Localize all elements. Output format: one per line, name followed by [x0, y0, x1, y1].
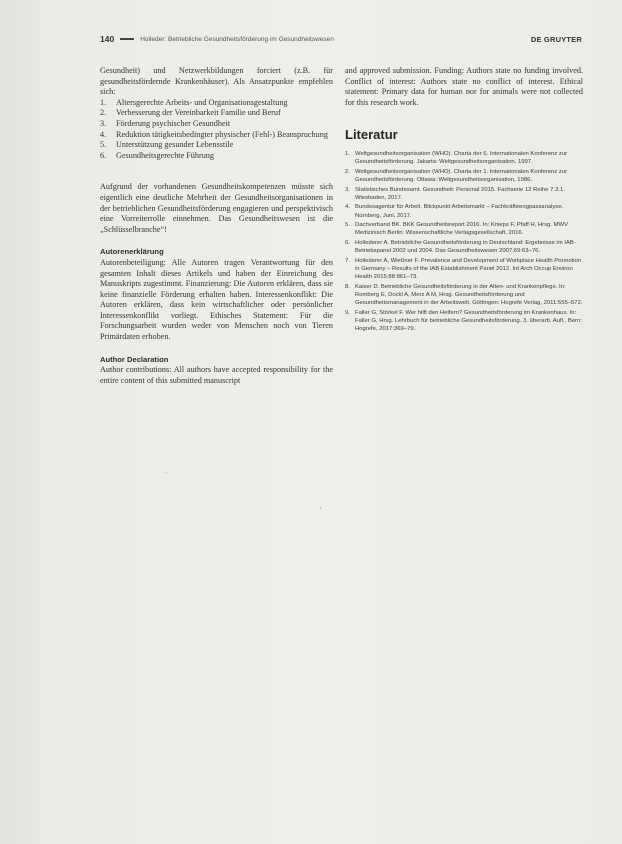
continuation-paragraph: and approved submission. Funding: Authors state no funding involved. Conflict of interest: Authors state no conflict of interest. Ethical statement: Primary data for human nor for animals were not collected for this research work.: [345, 66, 583, 107]
reference-item: [345, 186, 583, 202]
list-text: Förderung psychischer Gesundheit: [116, 118, 231, 128]
list-number: 3.: [100, 118, 107, 128]
list-number: 2.: [100, 108, 107, 118]
reference-text: Statistisches Bundesamt. Gesundheit: Personal 2015. Fachserie 12 Reihe 7.3.1. Wiesbaden, 2017.: [355, 186, 565, 201]
reference-item: [345, 283, 583, 308]
publisher-logo: DE GRUYTER: [530, 34, 582, 44]
reference-item: [345, 221, 583, 237]
body-paragraph: Aufgrund der vorhandenen Gesundheitskompetenzen müsste sich eigentlich eine deutliche Mehrheit der Gesundheitsorganisationen in der betrieblichen Gesundheitsförderung engagieren und perspektivisch eine Vorreiterrolle einnehmen. Das Gesundheitswesen ist die „Schlüsselbranche“!: [100, 182, 333, 234]
reference-number: 6.: [345, 239, 350, 246]
intro-paragraph: Gesundheit) und Netzwerkbildungen forciert (z.B. für gesundheitsfördernde Krankenhäuser). Als Ansatzpunkte empfehlen sich:: [100, 66, 333, 97]
list-text: Reduktion tätigkeitsbedingter physischer (Fehl-) Beanspruchung: [116, 129, 328, 139]
author-declaration-text: Author contributions: All authors have accepted responsibility for the entire content of this submitted manuscript: [100, 365, 333, 385]
list-item: [100, 108, 333, 119]
running-title: Holleder: Betriebliche Gesundheitsförderung im Gesundheitswesen: [140, 35, 334, 43]
stray-mark: ': [320, 506, 322, 515]
list-text: Altersgerechte Arbeits- und Organisationsgestaltung: [116, 97, 288, 107]
reference-item: [345, 203, 583, 219]
literatur-heading: Literatur: [345, 127, 398, 143]
list-number: 1.: [100, 97, 107, 107]
reference-number: 8.: [345, 283, 350, 290]
page-header: [100, 33, 582, 45]
list-text: Gesundheitsgerechte Führung: [116, 150, 214, 160]
list-number: 4.: [100, 129, 107, 139]
reference-item: [345, 257, 583, 282]
list-item: [100, 119, 333, 130]
list-item: [100, 151, 333, 162]
reference-number: 4.: [345, 204, 350, 211]
header-divider: [120, 38, 134, 40]
autoren-text: Autorenbeteiligung: Alle Autoren tragen Verantwortung für den gesamten Inhalt dieses Artikels und haben der Einreichung des Manuskripts zugestimmt. Finanzierung: Die Autoren erklären, dass sie keine finanzielle Förderung erhalten haben. Interessenkonflikt: Die Autoren erklären, dass kein wirtschaftlicher oder persönlicher Interessenkonflikt vorliegt. Ethisches Statement: Für die Forschungsarbeit wurden weder von Menschen noch von Tieren Primärdaten erhoben.: [100, 257, 333, 342]
author-declaration-heading: Author Declaration: [100, 354, 169, 364]
list-text: Verbesserung der Vereinbarkeit Familie und Beruf: [116, 108, 281, 118]
reference-number: 1.: [345, 150, 350, 157]
reference-text: Faller G, Störkel F. Wer hilft den Helfern? Gesundheitsförderung im Krankenhaus. In: Faller G, Hrsg. Lehrbuch für betriebliche Gesundheitsförderung. 3. überarb. Aufl., Bern: Hogrefe, 2017:369–79.: [355, 309, 582, 333]
reference-number: 5.: [345, 222, 350, 229]
left-column: [100, 66, 333, 386]
reference-item: [345, 168, 583, 184]
spacer: [100, 235, 333, 247]
reference-item: [345, 239, 583, 255]
reference-text: Kaiser D. Betriebliche Gesundheitsförderung in der Alten- und Krankenpflege. In: Romberg E, Dockl A, Merz A M, Hrsg. Gesundheitsförderung und Gesundheitsmanagement in der Arbeitswelt. Göttingen: Hogrefe Verlag, 2011:555–572.: [355, 283, 583, 307]
reference-text: Hollederer A. Betriebliche Gesundheitsförderung in Deutschland: Ergebnisse im IAB-Betriebspanel 2002 und 2004. Das Gesundheitswesen 2007;69:63–76.: [355, 239, 576, 255]
list-text: Unterstützung gesunder Lebensstile: [116, 140, 234, 150]
reference-text: Dachverband BK. BKK Gesundheitsreport 2016. In: Knieps F, Pfaff H, Hrsg. MWV Medizinisch Berlin: Wissenschaftliche Verlagsgesellschaft, 2016.: [355, 222, 569, 237]
page-number: 140: [100, 34, 115, 44]
reference-number: 2.: [345, 168, 350, 175]
stray-mark: `: [165, 471, 168, 480]
spacer: [100, 161, 333, 182]
reference-text: Weltgesundheitsorganisation (WHO). Charta der 6. Internationalen Konferenz zur Gesundheitsförderung. Jakarta: Weltgesundheitsorganisation, 1997.: [355, 150, 568, 166]
reference-item: [345, 150, 583, 166]
reference-list: [345, 150, 583, 333]
list-item: [100, 98, 333, 109]
list-number: 5.: [100, 140, 107, 150]
autoren-heading: Autorenerklärung: [100, 247, 164, 257]
recommendation-list: [100, 98, 333, 162]
reference-number: 9.: [345, 309, 350, 316]
reference-text: Bundesagentur für Arbeit. Blickpunkt Arbeitsmarkt – Fachkräfteengpassanalyse. Nürnberg, Juni, 2017.: [355, 204, 564, 219]
reference-number: 3.: [345, 186, 350, 193]
reference-item: [345, 309, 583, 334]
reference-text: Hollederer A, Wießner F. Prevalence and Development of Workplace Health Promotion in Germany – Results of the IAB Establishment Panel 2012. Int Arch Occup Environ Health 2015;88:861–73.: [355, 257, 582, 281]
reference-text: Weltgesundheitsorganisation (WHO). Charta der 1. Internationalen Konferenz zur Gesundheitsförderung. Ottawa: Weltgesundheitsorganisation, 1986.: [355, 168, 568, 183]
reference-number: 7.: [345, 257, 350, 264]
spacer: [100, 343, 333, 355]
right-column: [345, 66, 583, 335]
list-item: [100, 130, 333, 141]
list-item: [100, 140, 333, 151]
list-number: 6.: [100, 150, 107, 160]
